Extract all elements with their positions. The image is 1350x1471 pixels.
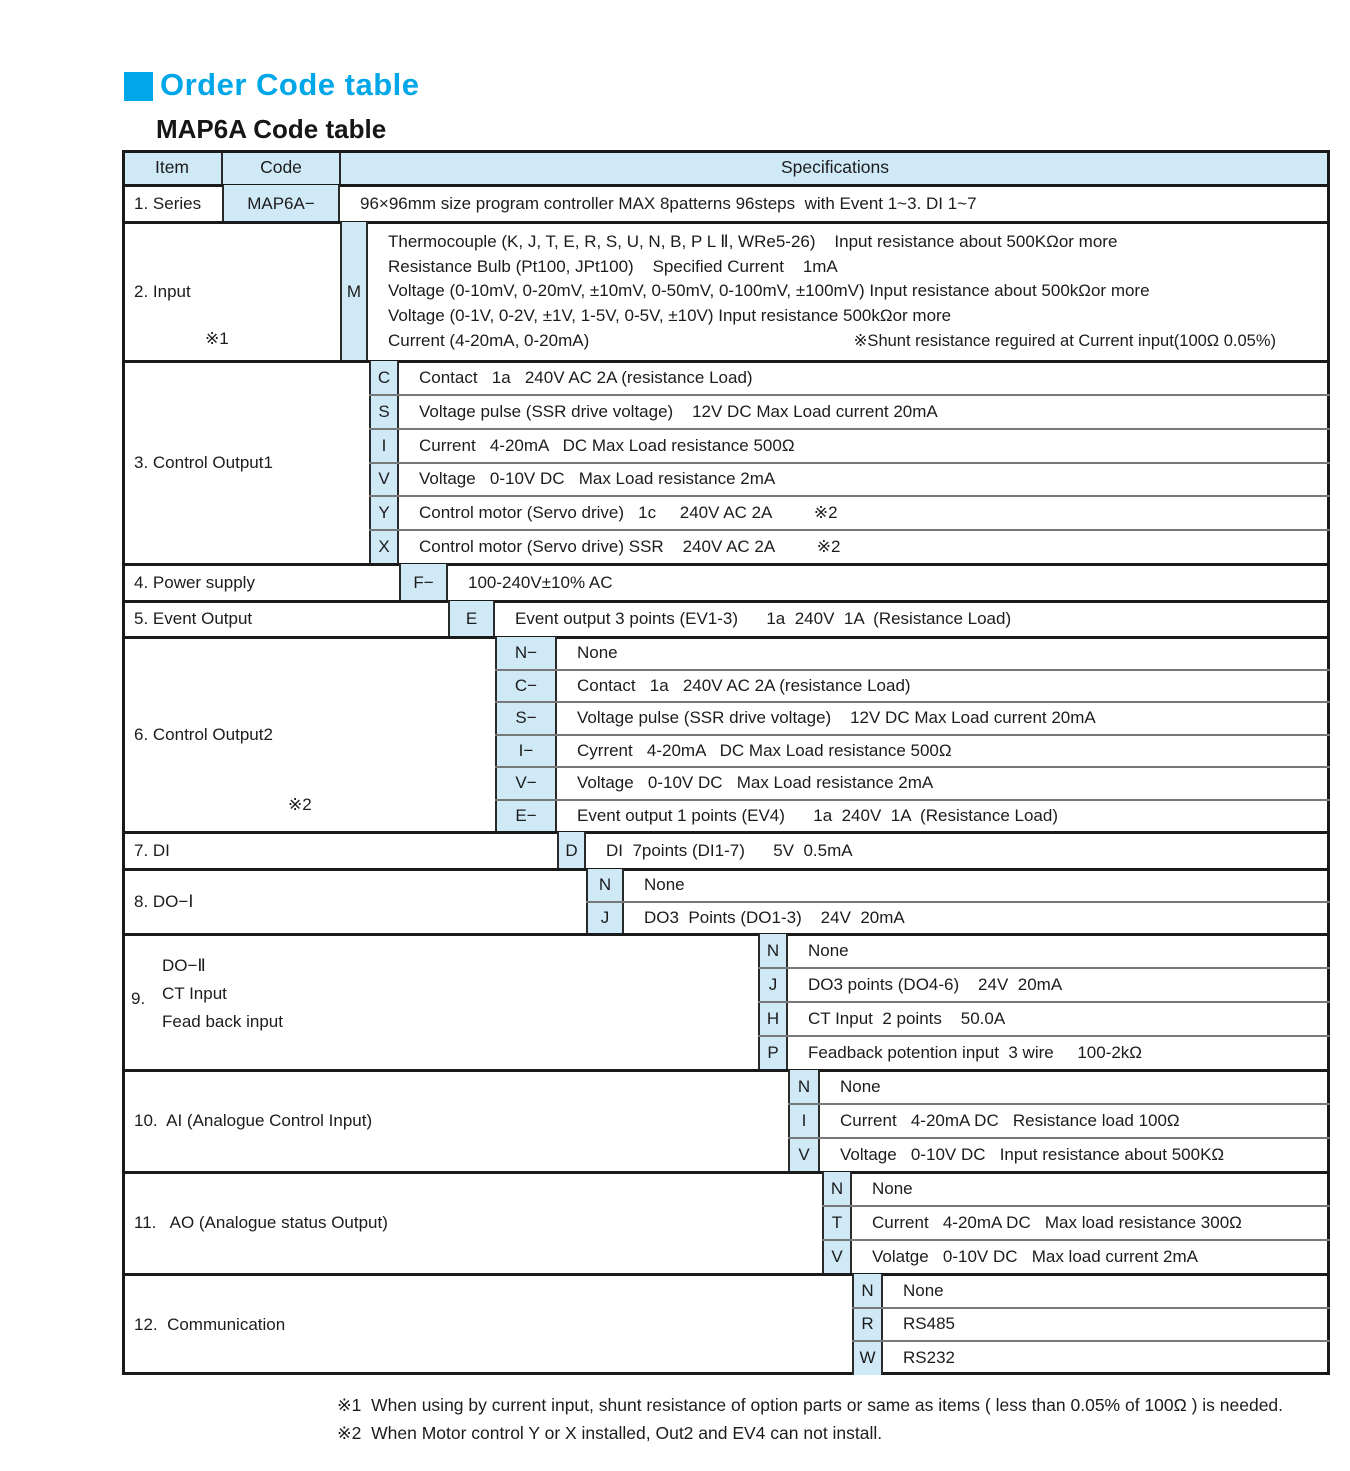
code-cell: D <box>565 840 578 860</box>
code-cell: T <box>831 1213 843 1232</box>
code-cell: F− <box>413 572 434 592</box>
code-cell: E <box>465 609 478 628</box>
spec-cell: Control motor (Servo drive) SSR 240V AC 2A ※2 <box>419 537 841 557</box>
item-label-line: CT Input <box>162 984 227 1003</box>
spec-cell: Current 4-20mA DC Max Load resistance 500Ω <box>419 435 795 455</box>
footnote-1: ※1 When using by current input, shunt resistance of option parts or same as items ( less than 0.05% of 100Ω ) is needed. <box>337 1394 1284 1415</box>
table-subtitle: MAP6A Code table <box>156 113 387 144</box>
spec-line: Thermocouple (K, J, T, E, R, S, U, N, B, P L Ⅱ, WRe5-26) Input resistance about 500KΩor more <box>388 232 1118 252</box>
spec-line: Resistance Bulb (Pt100, JPt100) Specified Current 1mA <box>388 256 838 276</box>
code-cell: P <box>767 1043 779 1062</box>
item-label: 5. Event Output <box>134 609 253 628</box>
row-divider <box>122 221 1330 224</box>
item-number: 9. <box>131 989 146 1008</box>
code-cell: V <box>831 1247 843 1266</box>
spec-cell: CT Input 2 points 50.0A <box>808 1009 1006 1028</box>
spec-cell: Voltage pulse (SSR drive voltage) 12V DC Max Load current 20mA <box>577 708 1096 728</box>
spec-cell: RS485 <box>903 1314 955 1334</box>
item-label: 2. Input <box>134 281 191 301</box>
footnote-2: ※2 When Motor control Y or X installed, Out2 and EV4 can not install. <box>337 1422 883 1443</box>
item-label: 11. AO (Analogue status Output) <box>134 1213 388 1232</box>
item-label: 4. Power supply <box>134 572 255 592</box>
spec-cell: DO3 Points (DO1-3) 24V 20mA <box>644 907 905 927</box>
spec-cell: Current 4-20mA DC Resistance load 100Ω <box>840 1111 1180 1130</box>
spec-cell: None <box>840 1077 881 1096</box>
header-item: Item <box>122 150 222 185</box>
spec-cell: DO3 points (DO4-6) 24V 20mA <box>808 975 1063 994</box>
spec-cell: Event output 1 points (EV4) 1a 240V 1A (Resistance Load) <box>577 805 1059 825</box>
spec-line: Voltage (0-10mV, 0-20mV, ±10mV, 0-50mV, 0-100mV, ±100mV) Input resistance about 500kΩor more <box>388 281 1150 301</box>
item-note: ※1 <box>205 329 229 348</box>
code-cell: S <box>378 401 390 421</box>
code-cell: I− <box>518 740 534 760</box>
item-label: 1. Series <box>134 193 202 213</box>
item-label: 6. Control Output2 <box>134 724 273 744</box>
spec-cell: Event output 3 points (EV1-3) 1a 240V 1A (Resistance Load) <box>515 609 1012 628</box>
spec-cell: Volatge 0-10V DC Max load current 2mA <box>872 1247 1198 1266</box>
code-cell: V− <box>515 773 537 793</box>
row-divider <box>122 868 1330 871</box>
code-cell: J <box>768 975 778 994</box>
code-cell: S− <box>515 708 537 728</box>
code-cell: N− <box>514 643 538 663</box>
spec-cell: Cyrrent 4-20mA DC Max Load resistance 500Ω <box>577 740 952 760</box>
item-label: 10. AI (Analogue Control Input) <box>134 1111 373 1130</box>
spec-cell: Voltage 0-10V DC Input resistance about 500KΩ <box>840 1145 1225 1164</box>
code-cell: MAP6A− <box>247 193 315 213</box>
code-cell: E− <box>515 805 537 825</box>
spec-cell: Current 4-20mA DC Max load resistance 300Ω <box>872 1213 1242 1232</box>
code-cell: N <box>766 941 780 960</box>
item-label: 3. Control Output1 <box>134 452 273 472</box>
code-cell: H <box>766 1009 780 1028</box>
spec-cell: None <box>577 643 618 663</box>
row-divider <box>122 933 1330 936</box>
code-cell: R <box>861 1314 874 1334</box>
spec-cell: None <box>644 875 685 895</box>
item-label: 8. DO−Ⅰ <box>134 891 194 911</box>
code-cell: Y <box>378 503 390 523</box>
spec-cell: DI 7points (DI1-7) 5V 0.5mA <box>606 840 853 860</box>
spec-cell: Contact 1a 240V AC 2A (resistance Load) <box>419 367 753 387</box>
spec-cell: None <box>808 941 849 960</box>
code-cell: N <box>830 1179 844 1198</box>
item-label-line: Fead back input <box>162 1012 283 1031</box>
spec-cell: 100-240V±10% AC <box>468 572 613 592</box>
spec-cell: RS232 <box>903 1348 955 1368</box>
code-cell: V <box>378 469 390 489</box>
spec-cell: 96×96mm size program controller MAX 8patterns 96steps with Event 1~3. DI 1~7 <box>360 193 977 213</box>
code-cell: I <box>801 1111 807 1130</box>
spec-cell: Voltage 0-10V DC Max Load resistance 2mA <box>419 469 776 489</box>
spec-cell: Control motor (Servo drive) 1c 240V AC 2A ※2 <box>419 503 838 523</box>
spec-cell: None <box>903 1280 944 1300</box>
spec-cell: Contact 1a 240V AC 2A (resistance Load) <box>577 675 911 695</box>
spec-cell: Feadback potention input 3 wire 100-2kΩ <box>808 1043 1143 1062</box>
spec-line: Voltage (0-1V, 0-2V, ±1V, 1-5V, 0-5V, ±10V) Input resistance 500kΩor more <box>388 306 952 326</box>
page-title: Order Code table <box>160 67 420 102</box>
spec-cell: None <box>872 1179 913 1198</box>
spec-line: Current (4-20mA, 0-20mA) <box>388 330 590 350</box>
item-label: 7. DI <box>134 840 170 860</box>
code-cell: M <box>346 281 362 301</box>
spec-cell: Voltage pulse (SSR drive voltage) 12V DC Max Load current 20mA <box>419 401 938 421</box>
title-bullet-square-icon <box>124 72 153 101</box>
code-cell: X <box>378 537 390 557</box>
code-cell: W <box>859 1348 876 1368</box>
code-cell: V <box>798 1145 810 1164</box>
item-label: 12. Communication <box>134 1314 286 1334</box>
code-cell: N <box>861 1280 874 1300</box>
code-cell: C− <box>514 675 538 695</box>
item-note: ※2 <box>288 795 312 814</box>
spec-cell: Voltage 0-10V DC Max Load resistance 2mA <box>577 773 934 793</box>
code-cell: N <box>598 875 612 895</box>
code-cell: C <box>377 367 391 387</box>
spec-note: ※Shunt resistance reguired at Current input(100Ω 0.05%) <box>853 331 1276 350</box>
header-specifications: Specifications <box>340 150 1330 185</box>
code-cell: J <box>600 907 610 927</box>
code-cell: I <box>381 435 387 455</box>
header-code: Code <box>222 150 340 185</box>
row-divider <box>122 636 1330 639</box>
code-cell: N <box>797 1077 811 1096</box>
row-divider <box>122 563 1330 566</box>
item-label-line: DO−Ⅱ <box>162 956 206 975</box>
row-divider <box>122 1273 1330 1276</box>
